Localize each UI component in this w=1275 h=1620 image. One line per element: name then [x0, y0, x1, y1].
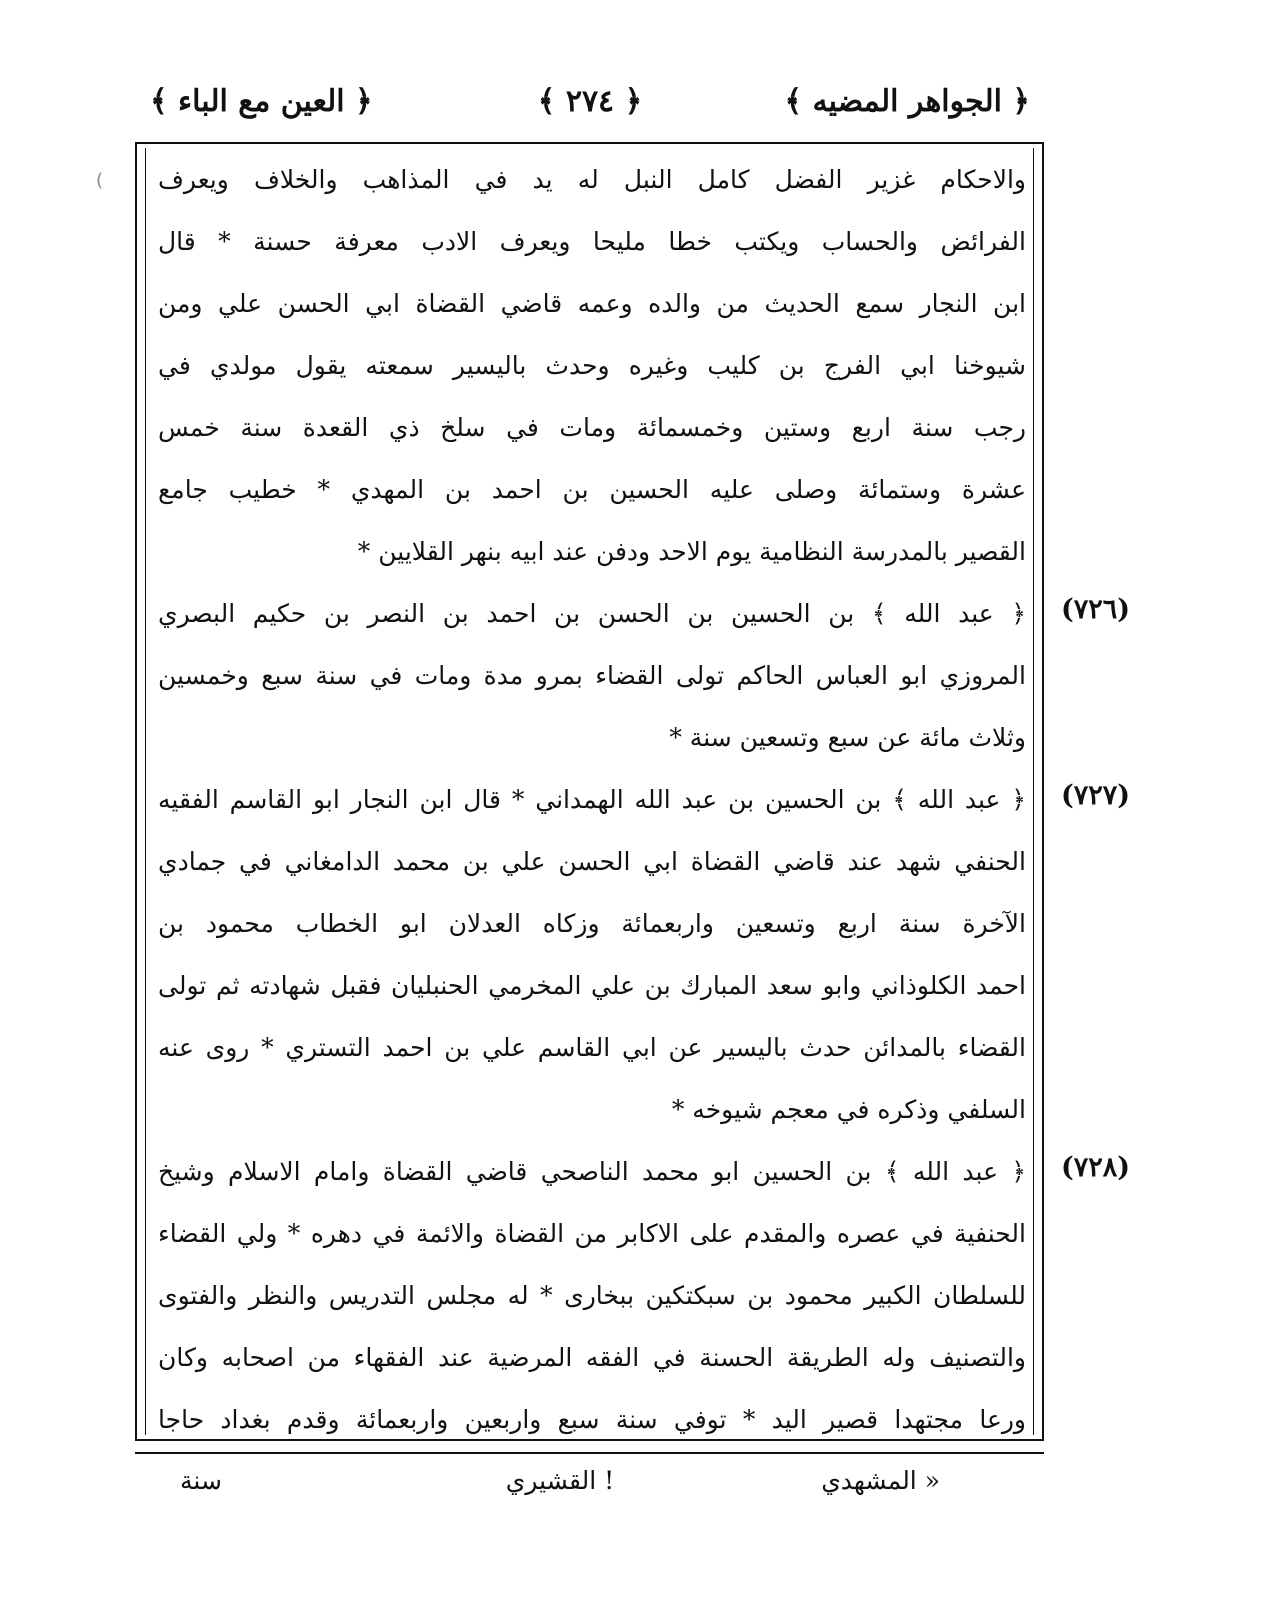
text-line: رجب سنة اربع وستين وخمسمائة ومات في سلخ ذي القعدة سنة خمس [158, 413, 1026, 442]
text-line: القضاء بالمدائن حدث باليسير عن ابي القاسم علي بن احمد التستري * روى عنه [158, 1033, 1026, 1062]
footnote-divider [135, 1452, 1044, 1454]
entry-number: (٧٢٧) [1060, 780, 1131, 811]
text-line: شيوخنا ابي الفرج بن كليب وغيره وحدث باليسير سمعته يقول مولدي في [158, 351, 1026, 380]
text-line: عشرة وستمائة وصلى عليه الحسين بن احمد بن المهدي * خطيب جامع [158, 475, 1026, 504]
text-line: والاحكام غزير الفضل كامل النبل له يد في المذاهب والخلاف ويعرف [158, 165, 1026, 194]
main-text [158, 160, 1026, 1434]
entry-number: (٧٢٦) [1060, 594, 1131, 625]
page-number: ﴿ ٢٧٤ ﴾ [537, 84, 643, 119]
text-line: الحنفي شهد عند قاضي القضاة ابي الحسن علي بن محمد الدامغاني في جمادي [158, 847, 1026, 876]
text-line: الحنفية في عصره والمقدم على الاكابر من القضاة والائمة في دهره * ولي القضاء [158, 1219, 1026, 1248]
text-line: والتصنيف وله الطريقة الحسنة في الفقه المرضية عند الفقهاء من اصحابه وكان [158, 1343, 1026, 1372]
text-line: ورعا مجتهدا قصير اليد * توفي سنة سبع واربعين واربعمائة وقدم بغداد حاجا [158, 1405, 1026, 1434]
text-line: السلفي وذكره في معجم شيوخه * [671, 1095, 1026, 1124]
footnote: سنة [180, 1466, 222, 1495]
text-line: وثلاث مائة عن سبع وتسعين سنة * [669, 723, 1026, 752]
text-line: احمد الكلوذاني وابو سعد المبارك بن علي المخرمي الحنبليان فقبل شهادته ثم تولى [158, 971, 1026, 1000]
footnotes [180, 1462, 940, 1508]
page-header [150, 78, 1030, 128]
book-title: ﴿ الجواهر المضيه ﴾ [784, 84, 1030, 119]
text-line: ﴿ عبد الله ﴾ بن الحسين بن عبد الله الهمداني * قال ابن النجار ابو القاسم الفقيه [158, 785, 1026, 814]
text-line: ﴿ عبد الله ﴾ بن الحسين بن الحسن بن احمد بن النصر بن حكيم البصري [158, 599, 1026, 628]
section-title: ﴿ العين مع الباء ﴾ [150, 84, 373, 119]
text-line: للسلطان الكبير محمود بن سبكتكين ببخارى * له مجلس التدريس والنظر والفتوى [158, 1281, 1026, 1310]
text-line: الفرائض والحساب ويكتب خطا مليحا ويعرف الادب معرفة حسنة * قال [158, 227, 1026, 256]
text-line: المروزي ابو العباس الحاكم تولى القضاء بمرو مدة ومات في سنة سبع وخمسين [158, 661, 1026, 690]
text-line: ﴿ عبد الله ﴾ بن الحسين ابو محمد الناصحي قاضي القضاة وامام الاسلام وشيخ [158, 1157, 1026, 1186]
text-line: القصير بالمدرسة النظامية يوم الاحد ودفن عند ابيه بنهر القلايين * [357, 537, 1026, 566]
entry-number: (٧٢٨) [1060, 1152, 1131, 1183]
footnote: « المشهدي [821, 1466, 940, 1495]
text-line: ابن النجار سمع الحديث من والده وعمه قاضي القضاة ابي الحسن علي ومن [158, 289, 1026, 318]
text-line: الآخرة سنة اربع وتسعين واربعمائة وزكاه العدلان ابو الخطاب محمود بن [158, 909, 1026, 938]
margin-mark: ( [96, 170, 104, 191]
footnote: ! القشيري [505, 1466, 615, 1495]
